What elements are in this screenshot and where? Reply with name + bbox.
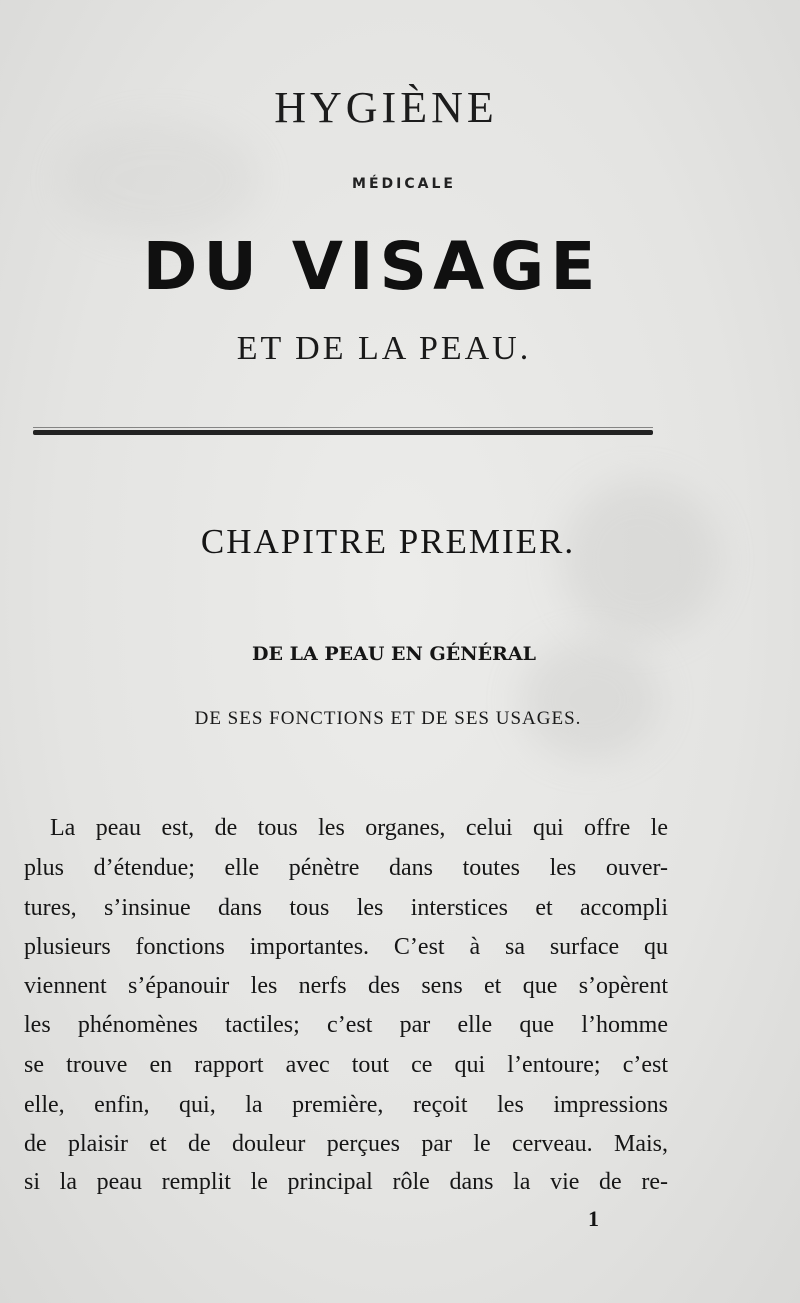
body-line: La peau est, de tous les organes, celui qui offre le [50, 815, 668, 841]
body-line: plus d’étendue; elle pénètre dans toutes les ouver- [24, 855, 668, 881]
section-subtitle: DE SES FONCTIONS ET DE SES USAGES. [194, 708, 582, 729]
body-line: de plaisir et de douleur perçues par le cerveau. Mais, [24, 1131, 668, 1157]
body-line: tures, s’insinue dans tous les interstices et accompli [24, 895, 668, 921]
title-hygiene: HYGIÈNE [274, 83, 498, 132]
body-line: elle, enfin, qui, la première, reçoit les impressions [24, 1092, 668, 1118]
body-line: viennent s’épanouir les nerfs des sens et que s’opèrent [24, 973, 668, 999]
chapter-heading: CHAPITRE PREMIER. [200, 522, 576, 561]
title-rule [33, 430, 653, 435]
title-du-visage: DU VISAGE [142, 228, 602, 305]
body-line: les phénomènes tactiles; c’est par elle que l’homme [24, 1012, 668, 1038]
section-title: DE LA PEAU EN GÉNÉRAL [252, 643, 536, 665]
page-number: 1 [588, 1206, 599, 1231]
title-medicale: MÉDICALE [352, 176, 456, 192]
title-rule-thin [33, 427, 653, 428]
title-et-de-la-peau: ET DE LA PEAU. [236, 330, 532, 367]
body-line: se trouve en rapport avec tout ce qui l’entoure; c’est [24, 1052, 668, 1078]
body-line: plusieurs fonctions importantes. C’est à sa surface qu [24, 934, 668, 960]
body-line: si la peau remplit le principal rôle dans la vie de re- [24, 1169, 668, 1195]
